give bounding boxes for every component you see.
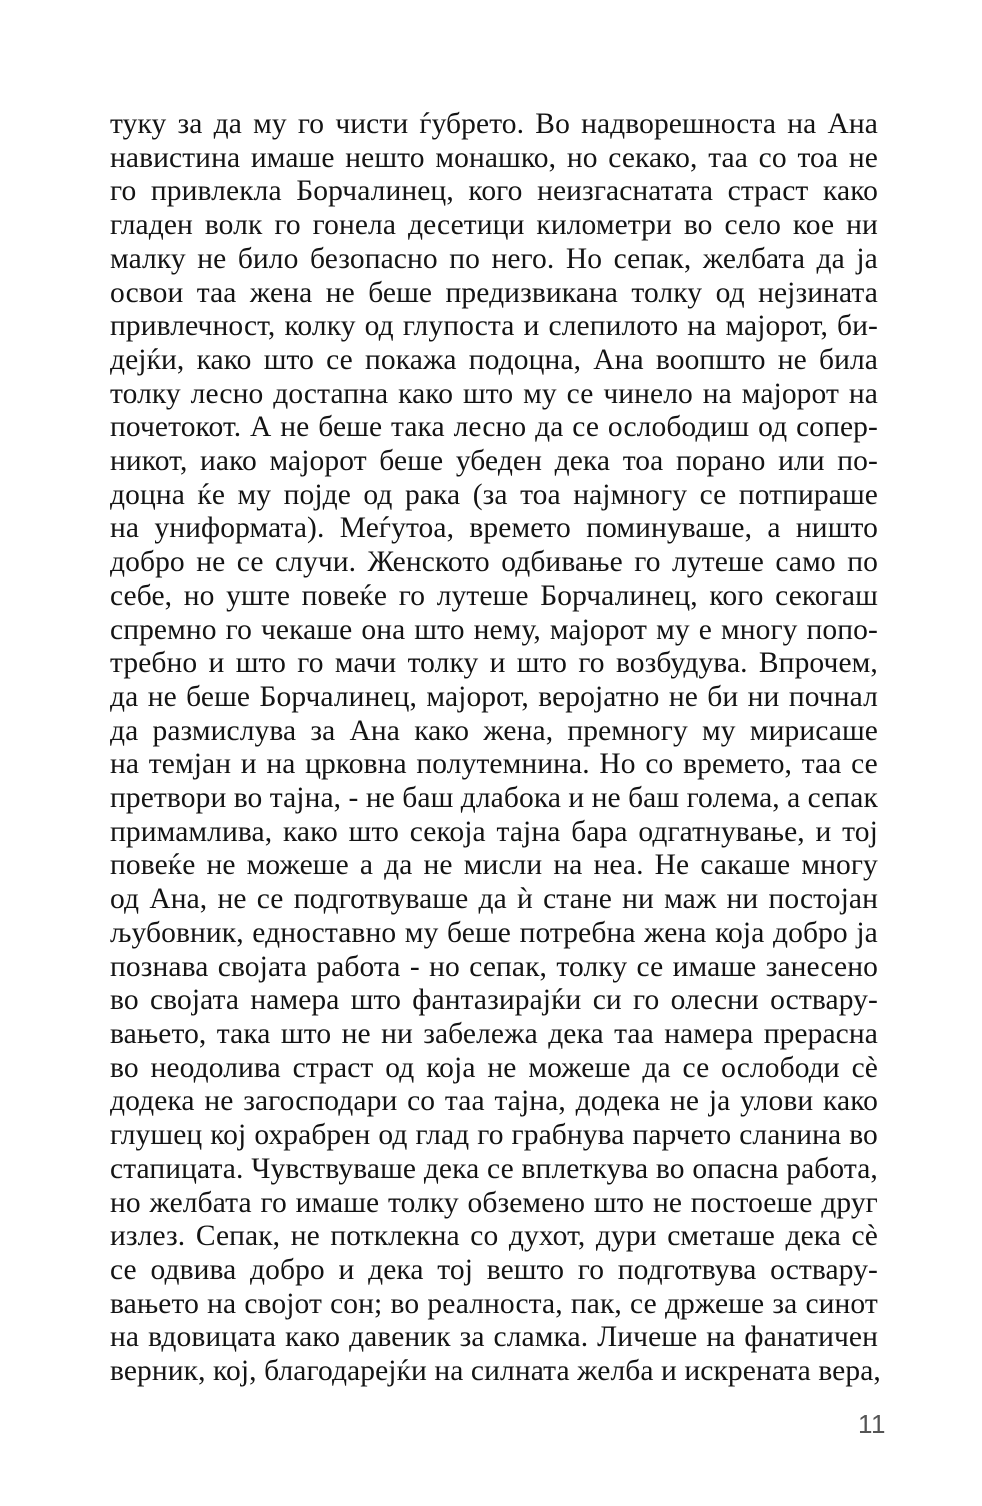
text-line: себе, но уште повеќе го лутеше Борчалинец, кого секогаш — [110, 579, 878, 612]
text-line: да не беше Борчалинец, мајорот, веројатно не би ни почнал — [110, 680, 878, 713]
text-line: излез. Сепак, не потклекна со духот, дури сметаше дека сѐ — [110, 1220, 878, 1253]
text-line: во својата намера што фантазирајќи си го олесни оствару- — [110, 984, 878, 1017]
body-text-block — [110, 108, 881, 1389]
text-line: освои таа жена не беше предизвикана толку од нејзината — [110, 276, 878, 309]
text-line: верник, кој, благодарејќи на силната желба и искрената вера, — [110, 1355, 881, 1388]
text-line: во неодолива страст од која не можеше да се ослободи сѐ — [110, 1051, 878, 1084]
text-line: спремно го чекаше она што нему, мајорот му е многу попо- — [110, 613, 878, 646]
text-line: претвори во тајна, - не баш длабока и не баш голема, а сепак — [110, 782, 878, 815]
text-line: глушец кој охрабрен од глад го грабнува парчето сланина во — [110, 1119, 878, 1152]
text-line: почетокот. А не беше така лесно да се ослободиш од сопер- — [110, 411, 878, 444]
text-line: вањето на својот сон; во реалноста, пак, се држеше за синот — [110, 1287, 878, 1320]
text-line: гладен волк го гонела десетици километри во село кое ни — [110, 209, 878, 242]
text-line: од Ана, не се подготвуваше да ѝ стане ни маж ни постојан — [110, 883, 878, 916]
text-line: примамлива, како што секоја тајна бара одгатнување, и тој — [110, 815, 878, 848]
text-line: дејќи, како што се покажа подоцна, Ана воопшто не била — [110, 343, 878, 376]
text-line: повеќе не можеше а да не мисли на неа. Не сакаше многу — [110, 849, 878, 882]
text-line: но желбата го имаше толку обземено што не постоеше друг — [110, 1186, 878, 1219]
text-line: привлечност, колку од глупоста и слепилото на мајорот, би- — [110, 310, 878, 343]
text-line: добро не се случи. Женското одбивање го лутеше само по — [110, 546, 878, 579]
text-line: малку не било безопасно по него. Но сепак, желбата да ја — [110, 242, 878, 275]
text-line: да размислува за Ана како жена, премногу му мирисаше — [110, 714, 878, 747]
text-line: толку лесно достапна како што му се чинело на мајорот на — [110, 377, 878, 410]
text-line: љубовник, едноставно му беше потребна жена која добро ја — [110, 916, 878, 949]
text-line: познава својата работа - но сепак, толку се имаше занесено — [110, 950, 878, 983]
text-line: стапицата. Чувствуваше дека се вплеткува во опасна работа, — [110, 1152, 878, 1185]
text-line: туку за да му го чисти ѓубрето. Во надворешноста на Ана — [110, 108, 878, 140]
text-line: на темјан и на црковна полутемнина. Но со времето, таа се — [110, 748, 878, 781]
text-line: се одвива добро и дека тој вешто го подготвува оствару- — [110, 1253, 878, 1286]
page-number: 11 — [858, 1409, 886, 1439]
text-line: го привлекла Борчалинец, кого неизгаснатата страст како — [110, 175, 878, 208]
text-line: требно и што го мачи толку и што го возбудува. Впрочем, — [110, 647, 878, 680]
text-line: на униформата). Меѓутоа, времето поминуваше, а ништо — [110, 512, 878, 545]
text-line: додека не загосподари со таа тајна, додека не ја улови како — [110, 1085, 878, 1118]
text-line: навистина имаше нешто монашко, но секако, таа со тоа не — [110, 141, 878, 174]
text-line: доцна ќе му појде од рака (за тоа најмногу се потпираше — [110, 478, 878, 511]
text-line: на вдовицата како давеник за сламка. Личеше на фанатичен — [110, 1321, 878, 1354]
text-line: вањето, така што не ни забележа дека таа намера прерасна — [110, 1017, 878, 1050]
text-line: никот, иако мајорот беше убеден дека тоа порано или по- — [110, 445, 878, 478]
